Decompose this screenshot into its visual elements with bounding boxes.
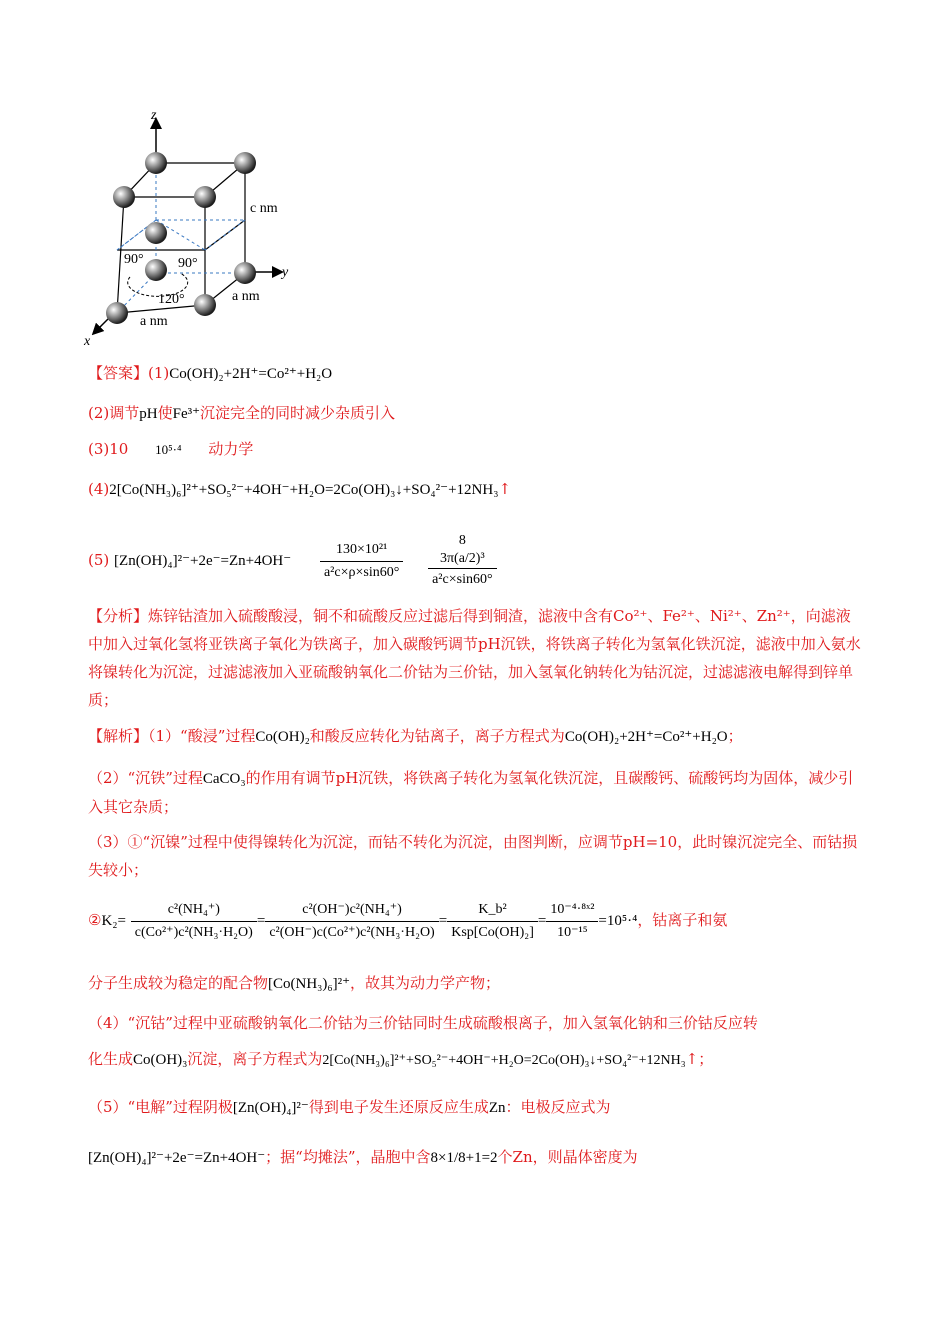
fraction-denominator: c(Co²⁺)c²(NH₃·H₂O) bbox=[134, 924, 253, 940]
k2-result: =10⁵·⁴ bbox=[598, 913, 638, 929]
explanation-4b bbox=[88, 1048, 713, 1072]
explanation-5-zn: Zn bbox=[488, 1100, 506, 1116]
explanation-5-a: （5）“电解”过程阴极 bbox=[88, 1098, 233, 1116]
axis-x-label: x bbox=[84, 334, 91, 349]
fraction-bottom: 3π(a/2)³ bbox=[439, 550, 485, 566]
answer-1-number: (1) bbox=[148, 364, 170, 382]
axis-y-label: y bbox=[282, 265, 289, 280]
fraction-denominator: a²c×sin60° bbox=[432, 571, 493, 587]
atom bbox=[113, 186, 135, 208]
fraction-denominator: c²(OH⁻)c(Co²⁺)c²(NH₃·H₂O) bbox=[269, 924, 435, 940]
explanation-2-b: 的作用有调节pH沉铁，将铁离子转化为氢氧化铁沉淀，且碳酸钙、硫酸钙均为固体，减少引入其它杂质； bbox=[88, 769, 854, 816]
fraction-top: 8 bbox=[458, 532, 466, 548]
explanation-3 bbox=[88, 828, 863, 884]
fraction-denominator: 10⁻¹⁵ bbox=[557, 924, 588, 940]
explanation-4-a: （4）“沉钴”过程中亚硫酸钠氧化二价钴为三价钴同时生成硫酸根离子，加入氢氧化钠和三价钴反应转 bbox=[88, 1014, 758, 1032]
atom bbox=[234, 152, 256, 174]
explanation-3b-mark: ② bbox=[88, 911, 102, 929]
answer-3-word: 动力学 bbox=[208, 440, 254, 458]
fraction-numerator: 10⁻⁴·⁸ˣ² bbox=[546, 899, 598, 922]
answer-5-number: (5) bbox=[88, 551, 110, 569]
explanation-3b-tail: ，钴离子和氨 bbox=[637, 911, 728, 929]
answer-3-number: (3) bbox=[88, 440, 110, 458]
k2-fraction-4 bbox=[546, 899, 598, 944]
fraction-numerator bbox=[428, 532, 496, 569]
answer-line-5 bbox=[88, 530, 497, 591]
atom bbox=[194, 294, 216, 316]
explanation-3b-k: K₂= bbox=[101, 913, 126, 929]
atom bbox=[194, 186, 216, 208]
explanation-3c-b: ，故其为动力学产物； bbox=[350, 974, 501, 992]
explanation-1-formula-a: Co(OH)₂ bbox=[255, 729, 310, 745]
atom bbox=[145, 259, 167, 281]
explanation-3c bbox=[88, 972, 500, 995]
answer-2-number: (2) bbox=[88, 404, 110, 422]
a-length-label-bottom: a nm bbox=[140, 314, 168, 329]
crystal-cell-figure bbox=[80, 105, 310, 350]
a-length-label-right: a nm bbox=[232, 289, 260, 304]
explanation-2-formula: CaCO₃ bbox=[202, 771, 246, 787]
atom bbox=[234, 262, 256, 284]
explanation-tag: 【解析】 bbox=[88, 727, 149, 745]
explanation-5-formula: [Zn(OH)₄]²⁻ bbox=[232, 1100, 309, 1116]
explanation-1-formula-b: Co(OH)₂+2H⁺=Co²⁺+H₂O bbox=[564, 729, 728, 745]
explanation-4 bbox=[88, 1012, 758, 1034]
explanation-4b-a: 化生成 bbox=[88, 1050, 134, 1068]
fraction-numerator: 130×10²¹ bbox=[320, 539, 403, 562]
fraction-numerator: c²(OH⁻)c²(NH₄⁺) bbox=[265, 899, 438, 922]
fraction-numerator: c²(NH₄⁺) bbox=[131, 899, 257, 922]
angle-90-right: 90° bbox=[178, 256, 198, 271]
explanation-5b-formula: [Zn(OH)₄]²⁻+2e⁻=Zn+4OH⁻ bbox=[88, 1150, 266, 1166]
answer-2-fe: Fe³⁺ bbox=[172, 406, 201, 422]
k2-fraction-1 bbox=[131, 899, 257, 944]
answer-line-4 bbox=[88, 478, 511, 501]
atom bbox=[145, 152, 167, 174]
atom bbox=[106, 302, 128, 324]
explanation-2 bbox=[88, 764, 863, 821]
explanation-5-b: 得到电子发生还原反应生成 bbox=[308, 1098, 489, 1116]
angle-120: 120° bbox=[158, 292, 185, 307]
explanation-4b-c: ↑； bbox=[685, 1050, 714, 1068]
explanation-3b: ②K₂= $\frac{\text{c²(NH₄⁺)}}{\text{c(Co²⁺)c²(NH₃·H₂O)}}$ = $\frac{\text{c²(OH⁻)c²(NH₄⁺)}}{\text{c²(OH⁻)c(Co²⁺)c²(NH₃·H₂O)}}$ = $\frac{\text{K\_b²}}{\text{Ksp[Co(OH)₂]}}$ = $\frac{\text{10⁻⁴·⁸ˣ²}}{\text{10⁻¹⁵}}$ =10⁵·⁴，钴离子和氨 bbox=[88, 890, 727, 951]
explanation-5b-a: ；据“均摊法”，晶胞中含 bbox=[265, 1148, 431, 1166]
k2-fraction-3 bbox=[447, 899, 538, 944]
answer-line-3 bbox=[88, 438, 253, 461]
explanation-5b bbox=[88, 1146, 638, 1169]
analysis-text: 炼锌钴渣加入硫酸酸浸，铜不和硫酸反应过滤后得到铜渣，滤液中含有Co²⁺、Fe²⁺、Ni²⁺、Zn²⁺，向滤液中加入过氧化氢将亚铁离子氧化为铁离子，加入碳酸钙调节pH沉铁，将铁离子转化为氢氧化铁沉淀，滤液中加入氨水将镍转化为沉淀，过滤滤液加入亚硫酸钠氧化二价钴为三价钴，加入氢氧化钠转化为钴沉淀，过滤滤液电解得到锌单质； bbox=[88, 607, 861, 709]
analysis-tag: 【分析】 bbox=[88, 607, 149, 625]
analysis-paragraph bbox=[88, 602, 863, 714]
answer-5-formula: [Zn(OH)₄]²⁻+2e⁻=Zn+4OH⁻ bbox=[114, 553, 292, 569]
answer-3-value: 10 bbox=[109, 440, 129, 458]
answer-5-fraction-1 bbox=[320, 539, 403, 584]
angle-90-left: 90° bbox=[124, 252, 144, 267]
atom bbox=[145, 222, 167, 244]
answer-line-2 bbox=[88, 402, 395, 425]
fraction-denominator: Ksp[Co(OH)₂] bbox=[451, 924, 534, 940]
explanation-1 bbox=[88, 722, 863, 751]
axis-z-label: z bbox=[151, 108, 157, 123]
explanation-1-c: ； bbox=[727, 727, 743, 745]
answer-5-fraction-2 bbox=[428, 532, 496, 591]
explanation-3c-a: 分子生成较为稳定的配合物 bbox=[88, 974, 269, 992]
answer-tag: 【答案】 bbox=[88, 364, 149, 382]
answer-1-formula: Co(OH)₂+2H⁺=Co²⁺+H₂O bbox=[169, 366, 333, 382]
explanation-4b-b: 沉淀，离子方程式为 bbox=[187, 1050, 323, 1068]
explanation-5-c: ：电极反应式为 bbox=[505, 1098, 611, 1116]
answer-2-mid: 使 bbox=[157, 404, 173, 422]
k2-fraction-2 bbox=[265, 899, 438, 944]
explanation-1-a: （1）“酸浸”过程 bbox=[148, 727, 256, 745]
answer-4-formula: 2[Co(NH₃)₆]²⁺+SO₅²⁻+4OH⁻+H₂O=2Co(OH)₃↓+SO₄²⁻+12NH₃ bbox=[109, 482, 499, 498]
explanation-4b-formula-a: Co(OH)₃ bbox=[133, 1052, 188, 1068]
explanation-1-b: 和酸反应转化为钴离子，离子方程式为 bbox=[309, 727, 565, 745]
explanation-3c-formula: [Co(NH₃)₆]²⁺ bbox=[268, 976, 351, 992]
explanation-3-text: （3）①“沉镍”过程中使得镍转化为沉淀，而钴不转化为沉淀，由图判断，应调节pH=10，此时镍沉淀完全、而钴损失较小； bbox=[88, 833, 858, 879]
answer-4-number: (4) bbox=[88, 480, 110, 498]
answer-2-ph: pH bbox=[139, 406, 158, 422]
answer-3-k: 10⁵·⁴ bbox=[155, 442, 182, 457]
explanation-2-a: （2）“沉铁”过程 bbox=[88, 769, 203, 787]
answer-2-pre: 调节 bbox=[109, 404, 140, 422]
explanation-5 bbox=[88, 1096, 611, 1119]
c-length-label: c nm bbox=[250, 201, 278, 216]
explanation-5b-calc: 8×1/8+1=2 bbox=[430, 1150, 498, 1166]
answer-2-post: 沉淀完全的同时减少杂质引入 bbox=[200, 404, 396, 422]
explanation-4b-formula-b: 2[Co(NH₃)₆]²⁺+SO₅²⁻+4OH⁻+H₂O=2Co(OH)₃↓+SO₄²⁻+12NH₃ bbox=[322, 1053, 686, 1068]
fraction-numerator: K_b² bbox=[447, 899, 538, 922]
answer-4-arrow: ↑ bbox=[498, 480, 512, 498]
explanation-5b-b: 个Zn，则晶体密度为 bbox=[497, 1148, 638, 1166]
answer-line-1 bbox=[88, 362, 332, 385]
fraction-denominator: a²c×ρ×sin60° bbox=[323, 564, 400, 580]
